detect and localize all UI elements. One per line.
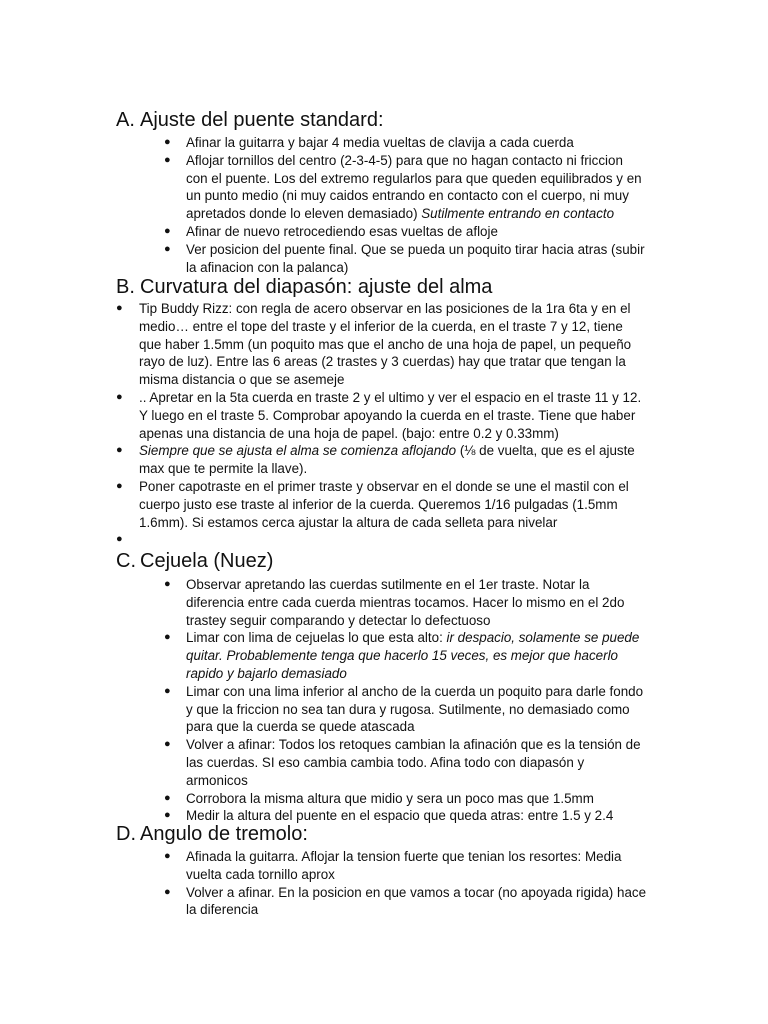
list-item [0,152,768,223]
section-title: Ajuste del puente standard: [140,109,384,131]
bullet-icon: ● [164,136,171,148]
bullet-icon: ● [116,479,123,492]
list-item [0,241,768,277]
section-d [0,822,768,919]
bullet-icon: ● [164,738,171,751]
item-text: .. Apretar en la 5ta cuerda en traste 2 y el ultimo y ver el espacio en el traste 11 y 12. [139,389,642,405]
item-text: Afinar la guitarra y bajar 4 media vueltas de clavija a cada cuerda [186,135,574,150]
item-text: max que te permite la llave). [139,461,308,477]
item-text: misma distancia o que se asemeje [139,372,345,388]
item-text: Tip Buddy Rizz: con regla de acero observar en las posiciones de la 1ra 6ta y en el [139,301,631,316]
bullet-icon: ● [164,809,171,822]
section-letter: A. [116,109,135,131]
item-text: Volver a afinar: Todos los retoques cambian la afinación que es la tensión de [186,737,641,753]
item-text: Poner capotraste en el primer traste y observar en el donde se une el mastil con el [139,478,629,494]
item-text-italic: Sutilmente entrando en contacto [421,206,615,222]
item-text: que haber 1.5mm (un poquito mas que el ancho de una hoja de papel, un pequeño [139,336,632,352]
item-text: para que la cuerda se quede atascada [186,719,415,735]
bullet-icon: ● [164,631,171,644]
section-d-heading [0,822,768,846]
section-letter: C. [116,550,136,572]
bullet-icon: ● [116,444,123,457]
item-text-italic: rapido y bajarlo demasiado [186,665,347,681]
section-title: Curvatura del diapasón: ajuste del alma [140,276,493,298]
section-c-list [0,576,768,825]
list-item [0,389,768,442]
list-item [0,629,768,682]
item-text: Ver posicion del puente final. Que se pueda un poquito tirar hacia atras (subir [186,241,645,257]
bullet-icon: ● [164,153,171,166]
item-text: Afinada la guitarra. Aflojar la tension fuerte que tenian los resortes: Media [186,849,622,864]
list-item [0,442,768,478]
item-text: Limar con lima de cejuelas lo que esta alto: [186,630,447,646]
item-text: Afinar de nuevo retrocediendo esas vueltas de afloje [186,223,498,239]
item-text: medio… entre el tope del traste y el inferior de la cuerda, en el traste 7 y 12, tiene [139,318,623,334]
item-text: rayo de luz). Entre las 6 areas (2 trastes y 3 cuerdas) hay que tratar que tengan la [139,354,626,370]
bullet-icon: ● [164,224,171,237]
section-d-list [0,848,768,919]
item-text: Corrobora la misma altura que midio y sera un poco mas que 1.5mm [186,790,594,806]
bullet-icon: ● [164,885,171,898]
section-letter: D. [116,823,136,845]
list-item [0,848,768,884]
bullet-icon: ● [164,791,171,804]
list-item [0,683,768,736]
item-text: la afinacion con la palanca) [186,259,349,275]
section-b-list [0,300,768,549]
bullet-icon: ● [164,684,171,697]
item-text: armonicos [186,772,248,788]
item-text: Limar con una lima inferior al ancho de la cuerda un poquito para darle fondo [186,683,644,699]
section-c-heading [0,549,768,573]
section-a-list [0,134,768,276]
section-c [0,549,768,825]
list-item [0,478,768,531]
bullet-icon: ● [116,533,123,546]
bullet-icon: ● [164,578,171,590]
item-text: un punto medio (ni muy caidos entrando en contacto con el cuerpo, ni muy [186,188,629,204]
bullet-icon: ● [116,302,123,314]
list-item [0,736,768,789]
list-item [0,134,768,152]
item-text: trastey seguir comparando y detectar lo defectuoso [186,612,491,628]
bullet-icon: ● [164,850,171,862]
list-item [0,576,768,629]
list-item [0,300,768,389]
section-a-heading [0,108,768,132]
section-a [0,108,768,276]
bullet-icon: ● [164,242,171,255]
item-text: Y luego en el traste 5. Comprobar apoyando la cuerda en el traste. Tiene que haber [139,407,636,423]
item-text: apenas una distancia de una hoja de papel. (bajo: entre 0.2 y 0.33mm) [139,425,559,441]
section-letter: B. [116,276,135,298]
list-item [0,884,768,920]
item-text-italic: ir despacio, solamente se puede [446,630,640,646]
section-title: Cejuela (Nuez) [140,550,274,572]
item-text: cuerpo justo ese traste al inferior de la cuerda. Queremos 1/16 pulgadas (1.5mm [139,496,618,512]
item-text-italic: quitar. Probablemente tenga que hacerlo 15 veces, es mejor que hacerlo [186,648,618,664]
bullet-icon: ● [116,390,123,403]
item-text: 1.6mm). Si estamos cerca ajustar la altura de cada selleta para nivelar [139,514,558,530]
item-text: apretados donde lo eleven demasiado) [186,206,422,222]
item-text: (⅛ de vuelta, que es el ajuste [456,443,635,459]
item-text: diferencia entre cada cuerda mientras tocamos. Hacer lo mismo en el 2do [186,594,625,610]
item-text: Medir la altura del puente en el espacio que queda atras: entre 1.5 y 2.4 [186,808,614,824]
item-text: y que la friccion no sea tan dura y rugosa. Sutilmente, no demasiado como [186,701,630,717]
item-text-italic: Siempre que se ajusta el alma se comienza aflojando [139,443,457,459]
item-text: vuelta cada tornillo aprox [186,866,335,882]
item-text: Observar apretando las cuerdas sutilmente en el 1er traste. Notar la [186,577,590,592]
item-text: con el puente. Los del extremo regularlos para que queden equilibrados y en [186,170,642,186]
item-text: Volver a afinar. En la posicion en que vamos a tocar (no apoyada rigida) hace [186,884,647,900]
section-b [0,275,768,549]
list-item [0,790,768,808]
section-title: Angulo de tremolo: [140,823,308,845]
section-b-heading [0,275,768,299]
list-item [0,531,768,549]
item-text: las cuerdas. SI eso cambia cambia todo. Afina todo con diapasón y [186,754,585,770]
item-text: la diferencia [186,902,259,918]
item-text: Aflojar tornillos del centro (2-3-4-5) para que no hagan contacto ni friccion [186,152,623,168]
list-item [0,223,768,241]
